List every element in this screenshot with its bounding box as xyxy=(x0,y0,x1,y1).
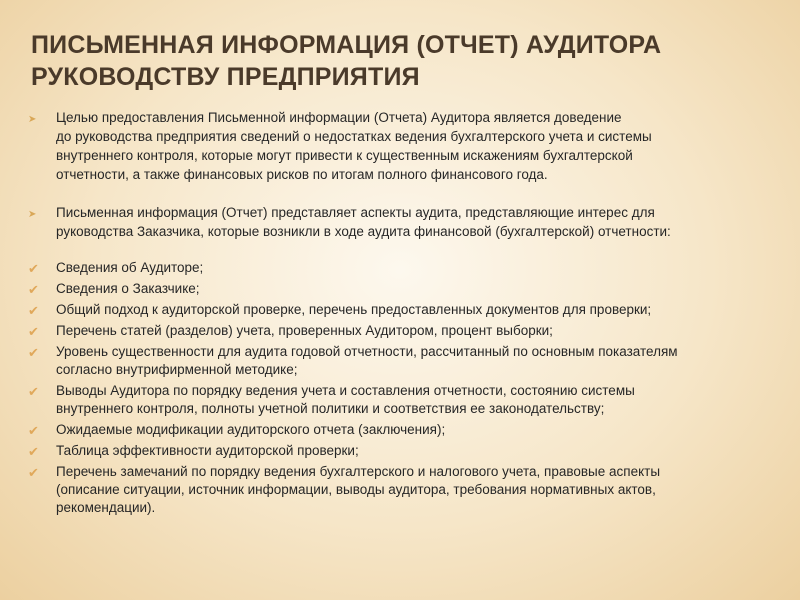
list-item xyxy=(28,301,773,319)
checkmark-icon: ✔ xyxy=(28,465,39,480)
intro-paragraph xyxy=(28,108,773,184)
report-contents-checklist xyxy=(28,259,773,517)
list-item xyxy=(28,442,773,460)
arrow-bullet-icon: ➤ xyxy=(28,209,37,220)
list-item-text: Выводы Аудитора по порядку ведения учета и составления отчетности, состоянию системы xyxy=(56,383,635,398)
list-item-text: Сведения об Аудиторе; xyxy=(56,260,204,275)
list-item xyxy=(28,463,773,517)
slide-title-line: РУКОВОДСТВУ ПРЕДПРИЯТИЯ xyxy=(31,63,420,91)
list-item xyxy=(28,322,773,340)
checkmark-icon: ✔ xyxy=(28,303,39,318)
slide-body xyxy=(28,108,773,520)
list-item-text: Перечень замечаний по порядку ведения бухгалтерского и налогового учета, правовые аспекты xyxy=(56,464,661,479)
paragraph-line: отчетности, а также финансовых рисков по итогам полного финансового года. xyxy=(56,167,548,182)
list-item-text: рекомендации). xyxy=(56,500,156,515)
slide-title xyxy=(31,29,771,93)
list-item-text: Таблица эффективности аудиторской проверки; xyxy=(56,443,359,458)
list-item-text: внутреннего контроля, полноты учетной политики и соответствия ее законодательству; xyxy=(56,401,605,416)
list-item xyxy=(28,421,773,439)
list-item xyxy=(28,343,773,379)
list-item xyxy=(28,382,773,418)
checkmark-icon: ✔ xyxy=(28,324,39,339)
checkmark-icon: ✔ xyxy=(28,384,39,399)
slide-title-line: ПИСЬМЕННАЯ ИНФОРМАЦИЯ (ОТЧЕТ) АУДИТОРА xyxy=(31,31,662,59)
checkmark-icon: ✔ xyxy=(28,282,39,297)
checkmark-icon: ✔ xyxy=(28,261,39,276)
list-item xyxy=(28,259,773,277)
list-item-text: Ожидаемые модификации аудиторского отчета (заключения); xyxy=(56,422,446,437)
list-item-text: Уровень существенности для аудита годовой отчетности, рассчитанный по основным показателям xyxy=(56,344,678,359)
list-item-text: (описание ситуации, источник информации, выводы аудитора, требования нормативных актов, xyxy=(56,482,656,497)
checkmark-icon: ✔ xyxy=(28,444,39,459)
checkmark-icon: ✔ xyxy=(28,345,39,360)
paragraph-line: до руководства предприятия сведений о недостатках ведения бухгалтерского учета и системы xyxy=(56,129,652,144)
list-item xyxy=(28,280,773,298)
list-item-text: Перечень статей (разделов) учета, проверенных Аудитором, процент выборки; xyxy=(56,323,553,338)
list-item-text: Общий подход к аудиторской проверке, перечень предоставленных документов для проверки; xyxy=(56,302,652,317)
paragraph-line: руководства Заказчика, которые возникли в ходе аудита финансовой (бухгалтерской) отчетности: xyxy=(56,224,671,239)
list-item-text: согласно внутрифирменной методике; xyxy=(56,362,298,377)
paragraph-line: Целью предоставления Письменной информации (Отчета) Аудитора является доведение xyxy=(56,110,622,125)
arrow-bullet-icon: ➤ xyxy=(28,114,37,125)
list-item-text: Сведения о Заказчике; xyxy=(56,281,200,296)
aspects-paragraph xyxy=(28,203,773,241)
paragraph-line: внутреннего контроля, которые могут привести к существенным искажениям бухгалтерской xyxy=(56,148,633,163)
checkmark-icon: ✔ xyxy=(28,423,39,438)
paragraph-line: Письменная информация (Отчет) представляет аспекты аудита, представляющие интерес для xyxy=(56,205,655,220)
